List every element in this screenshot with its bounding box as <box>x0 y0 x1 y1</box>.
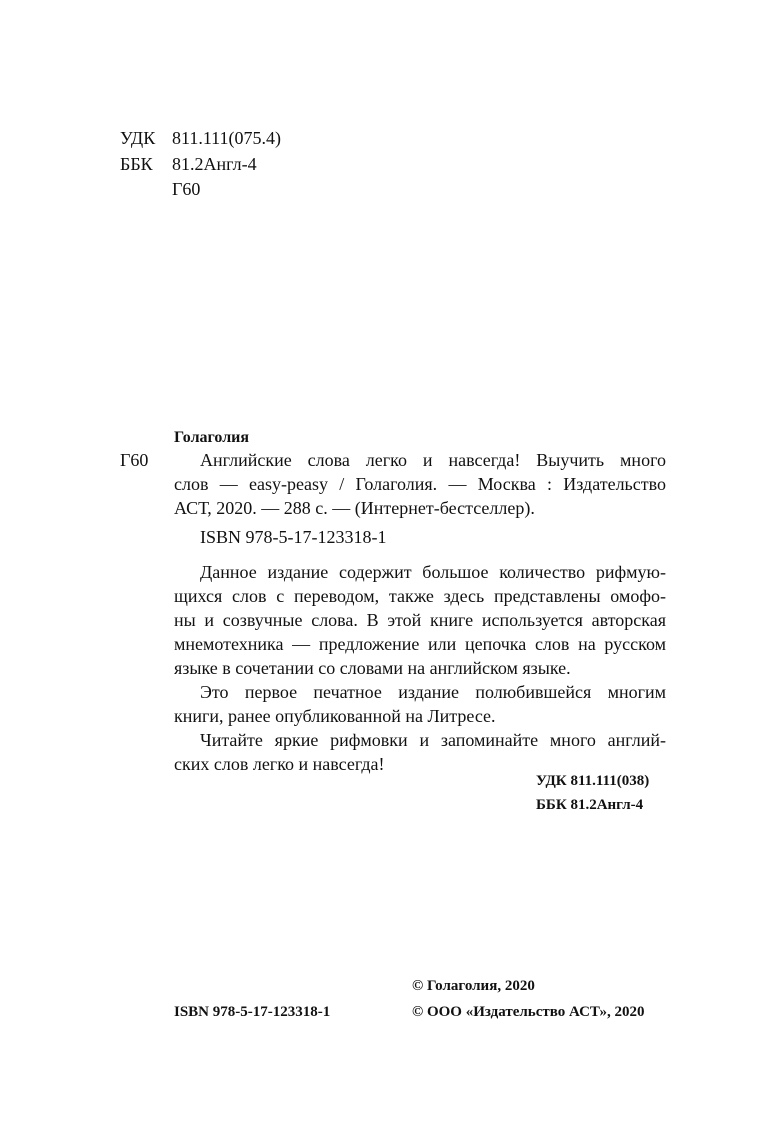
annotation-line: Читайте яркие рифмовки и запоминайте много англий- <box>200 730 666 750</box>
bibliographic-description <box>174 448 666 520</box>
annotation-line: языке в сочетании со словами на английском языке. <box>174 658 571 678</box>
annotation-line: Это первое печатное издание полюбившейся многим <box>200 682 666 702</box>
annotation-line: ских слов легко и навсегда! <box>174 754 385 774</box>
author-heading: Голаголия <box>174 429 250 446</box>
bbk-label: ББК <box>120 154 153 174</box>
bbk-row <box>120 152 257 176</box>
author-sign-margin: Г60 <box>120 450 149 470</box>
annotation-line: мнемотехника — предложение или цепочка слов на русском <box>174 634 666 654</box>
udk-code-bold: УДК 811.111(038) <box>536 773 650 789</box>
bbk-code-bold: ББК 81.2Англ-4 <box>536 797 644 813</box>
description-line: Английские слова легко и навсегда! Выучить много <box>200 450 666 470</box>
annotation-line: Данное издание содержит большое количество рифмую- <box>200 562 666 582</box>
description-line: слов — easy-peasy / Голаголия. — Москва : Издательство <box>174 474 666 494</box>
copyright-author: © Голаголия, 2020 <box>412 978 535 994</box>
copyright-publisher: © ООО «Издательство АСТ», 2020 <box>412 1004 645 1020</box>
bbk-value: 81.2Англ-4 <box>172 154 257 174</box>
udk-value: 811.111(075.4) <box>172 128 281 148</box>
description-line: АСТ, 2020. — 288 с. — (Интернет-бестселлер). <box>174 498 535 518</box>
udk-label: УДК <box>120 128 156 148</box>
annotation-line: щихся слов с переводом, также здесь представлены омофо- <box>174 586 666 606</box>
isbn-line: ISBN 978-5-17-123318-1 <box>200 527 387 547</box>
annotation-line: книги, ранее опубликованной на Литресе. <box>174 706 496 726</box>
annotation-line: ны и созвучные слова. В этой книге используется авторская <box>174 610 666 630</box>
author-sign-top: Г60 <box>172 179 201 199</box>
footer-isbn: ISBN 978-5-17-123318-1 <box>174 1004 331 1020</box>
annotation <box>174 560 666 776</box>
udk-row <box>120 126 281 150</box>
